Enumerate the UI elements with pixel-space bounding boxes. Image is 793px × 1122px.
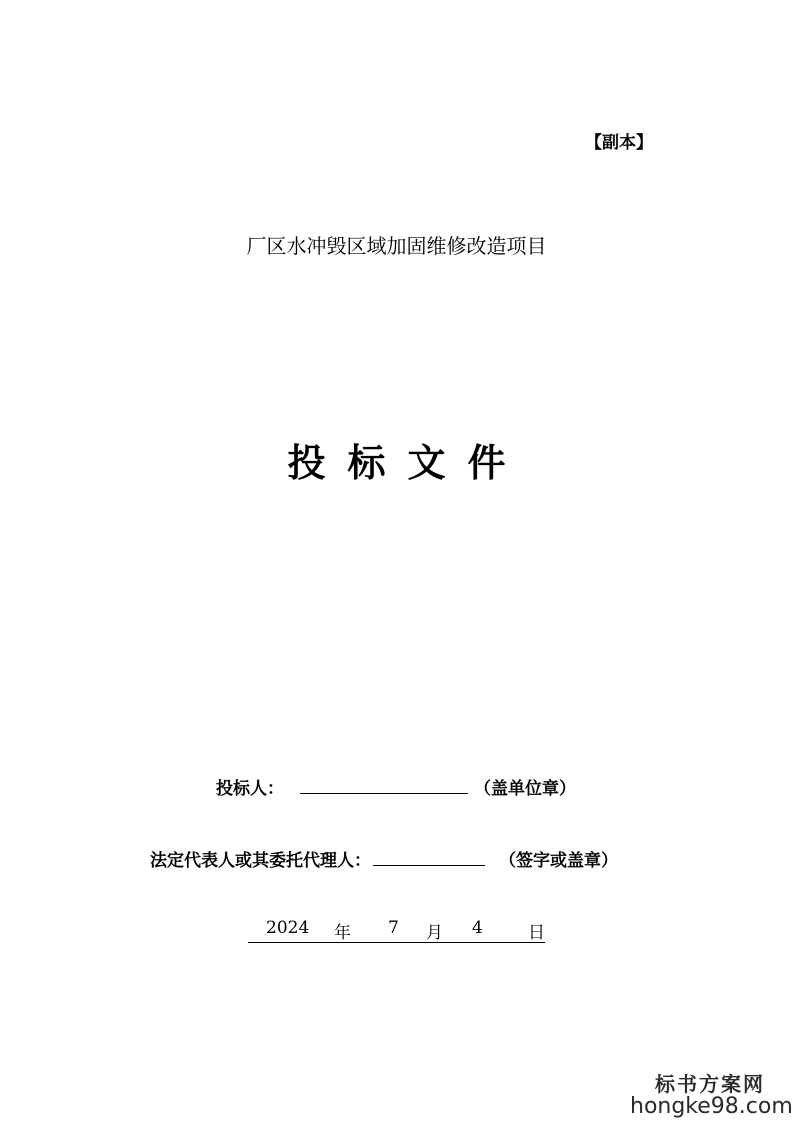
date-year-unit: 年 (334, 923, 351, 943)
representative-signature-line (373, 847, 485, 866)
date-row (248, 918, 545, 943)
bidder-suffix: （盖单位章） (474, 779, 576, 799)
project-title: 厂区水冲毁区域加固维修改造项目 (246, 234, 547, 258)
bidder-label: 投标人： (216, 779, 284, 799)
watermark (630, 1068, 793, 1119)
date-year: 2024 (266, 918, 310, 938)
representative-label: 法定代表人或其委托代理人： (150, 851, 371, 871)
date-day: 4 (472, 918, 483, 938)
representative-suffix: （签字或盖章） (499, 851, 618, 871)
representative-row (150, 846, 618, 871)
bidder-signature-line (300, 775, 468, 794)
date-month-unit: 月 (426, 923, 443, 943)
date-day-unit: 日 (528, 923, 545, 943)
copy-label: 【副本】 (585, 133, 653, 153)
watermark-chinese: 标书方案网 (655, 1072, 765, 1096)
document-title: 投标文件 (287, 440, 528, 485)
bidder-row (216, 774, 576, 799)
watermark-url: hongke98.com (630, 1094, 793, 1119)
date-month: 7 (388, 918, 399, 938)
